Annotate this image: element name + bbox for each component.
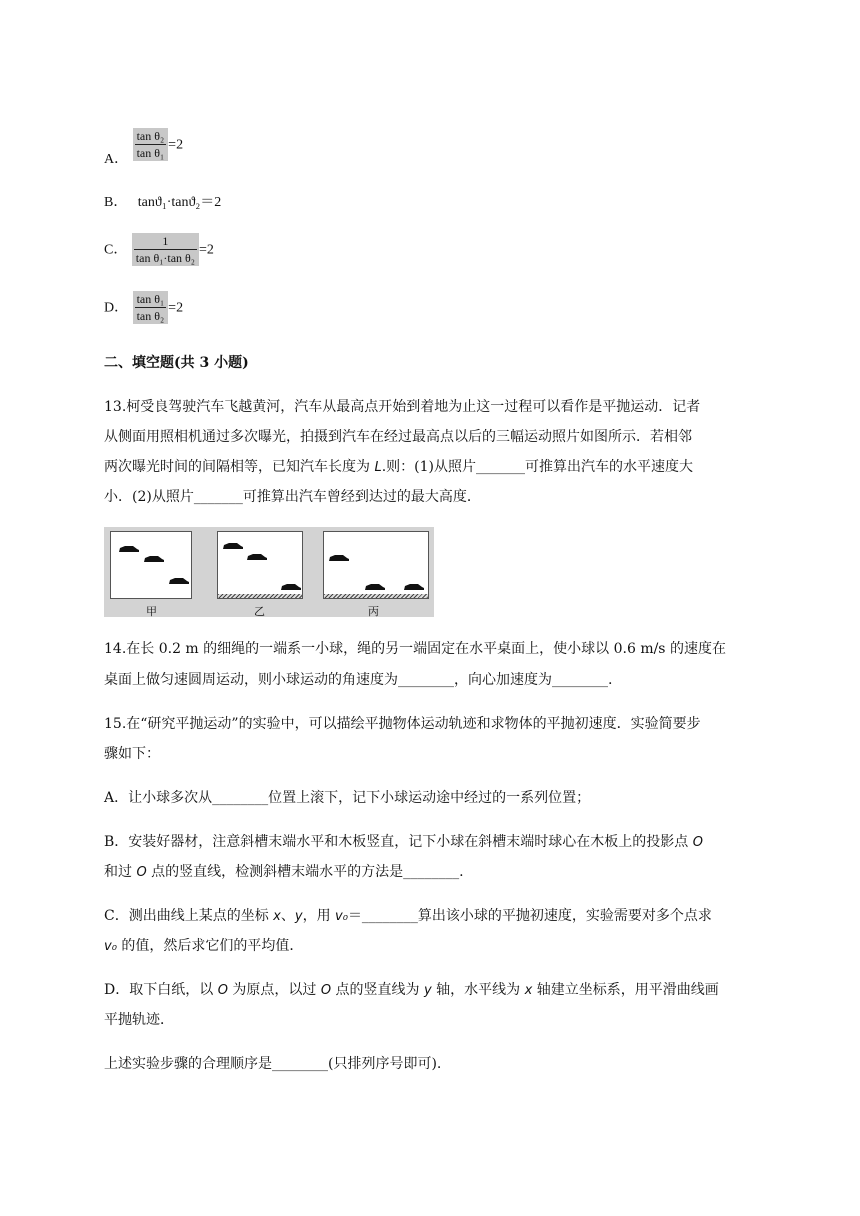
variable-v0: v₀ [104, 939, 117, 954]
car-icon [143, 555, 165, 563]
text: 和过 [104, 864, 137, 880]
variable-x: x [524, 983, 533, 998]
q15-step-c-line-1 [104, 905, 759, 928]
text: .则：(1)从照片_______可推算出汽车的水平速度大 [381, 459, 693, 475]
photo-bing [323, 531, 429, 599]
option-b-expression: tanϑ₁·tanϑ₂＝2 [137, 195, 222, 210]
car-icon [280, 583, 302, 591]
photo-yi [217, 531, 303, 599]
q14-line-1: 14.在长 0.2 m 的细绳的一端系一小球，绳的另一端固定在水平桌面上，使小球以 0.6 m/s 的速度在 [104, 641, 726, 657]
variable-y: y [294, 909, 303, 924]
variable-x: x [273, 909, 281, 924]
q15-step-d-line-2: 平抛轨迹． [104, 1012, 174, 1028]
text: 点的竖直线为 [331, 982, 424, 998]
text: 轴，水平线为 [431, 982, 525, 998]
option-letter: D． [104, 300, 129, 316]
variable-o: O [217, 983, 228, 998]
caption-jia: 甲 [146, 605, 157, 618]
fraction-image [133, 291, 169, 324]
numerator: tan θ₁ [136, 292, 165, 306]
text: ＝________算出该小球的平抛初速度，实验需要对多个点求 [347, 908, 712, 924]
ground-hatching [324, 594, 428, 598]
photo-jia [110, 531, 192, 599]
numerator: 1 [134, 234, 197, 250]
text: ，用 [302, 908, 336, 924]
ground-hatching [218, 594, 302, 598]
caption-bing: 丙 [368, 605, 379, 618]
fraction-image [133, 128, 169, 161]
option-c [104, 233, 214, 266]
text: 的值，然后求它们的平均值． [116, 938, 304, 954]
q15-step-b-line-1 [104, 831, 759, 854]
section-title: 二、填空题(共 3 小题) [104, 355, 249, 371]
q13-line-3 [104, 456, 759, 479]
variable-l: L [374, 460, 382, 475]
car-icon [328, 554, 350, 562]
denominator: tan θ₁ [136, 146, 165, 160]
equation-tail: =2 [168, 137, 184, 153]
q15-step-c-line-2 [104, 935, 759, 958]
option-a [104, 128, 184, 167]
q13-line-2: 从侧面用照相机通过多次曝光，拍摄到汽车在经过最高点以后的三幅运动照片如图所示．若相邻 [104, 429, 692, 445]
text: D．取下白纸，以 [104, 982, 218, 998]
text: C．测出曲线上某点的坐标 [104, 908, 274, 924]
q14-line-2: 桌面上做匀速圆周运动，则小球运动的角速度为________，向心加速度为________. [104, 672, 613, 688]
car-icon [222, 542, 244, 550]
option-letter: C． [104, 242, 128, 258]
option-b [104, 191, 221, 211]
variable-o: O [320, 983, 332, 998]
exposure-photos-figure [104, 527, 434, 617]
q15-line-1: 15.在“研究平抛运动”的实验中，可以描绘平抛物体运动轨迹和求物体的平抛初速度．实验简要步 [104, 716, 701, 732]
variable-v0: v₀ [335, 909, 348, 924]
variable-o: O [136, 865, 147, 880]
text: B．安装好器材，注意斜槽末端水平和木板竖直，记下小球在斜槽末端时球心在木板上的投影点 [104, 834, 693, 850]
equation-tail: =2 [168, 300, 184, 316]
q15-line-2: 骤如下： [104, 746, 160, 762]
numerator: tan θ₂ [136, 129, 165, 143]
text: 两次曝光时间的间隔相等，已知汽车长度为 [104, 459, 375, 475]
q15-step-a: A．让小球多次从________位置上滚下，记下小球运动途中经过的一系列位置； [104, 790, 591, 806]
car-icon [246, 553, 268, 561]
fraction-image [132, 233, 199, 266]
option-letter: B． [104, 195, 128, 210]
text: 点的竖直线，检测斜槽末端水平的方法是________. [146, 864, 464, 880]
option-letter: A． [104, 151, 129, 167]
variable-o: O [692, 835, 703, 850]
car-icon [118, 545, 140, 553]
variable-y: y [423, 983, 432, 998]
car-icon [364, 583, 386, 591]
car-icon [168, 577, 190, 585]
q15-order: 上述实验步骤的合理顺序是________(只排列序号即可). [104, 1056, 442, 1072]
option-d [104, 291, 183, 324]
car-icon [403, 583, 425, 591]
equation-tail: =2 [198, 242, 214, 258]
q13-line-4: 小．(2)从照片_______可推算出汽车曾经到达过的最大高度． [104, 489, 481, 505]
text: 、 [280, 908, 295, 924]
caption-yi: 乙 [254, 605, 265, 618]
denominator: tan θ₂ [136, 309, 165, 323]
q15-step-b-line-2 [104, 861, 759, 884]
denominator: tan θ₁·tan θ₂ [135, 251, 195, 265]
q15-step-d-line-1 [104, 979, 759, 1002]
text: 轴建立坐标系，用平滑曲线画 [532, 982, 719, 998]
text: 为原点，以过 [227, 982, 321, 998]
q13-line-1: 13.柯受良驾驶汽车飞越黄河，汽车从最高点开始到着地为止这一过程可以看作是平抛运动．记者 [104, 399, 701, 415]
